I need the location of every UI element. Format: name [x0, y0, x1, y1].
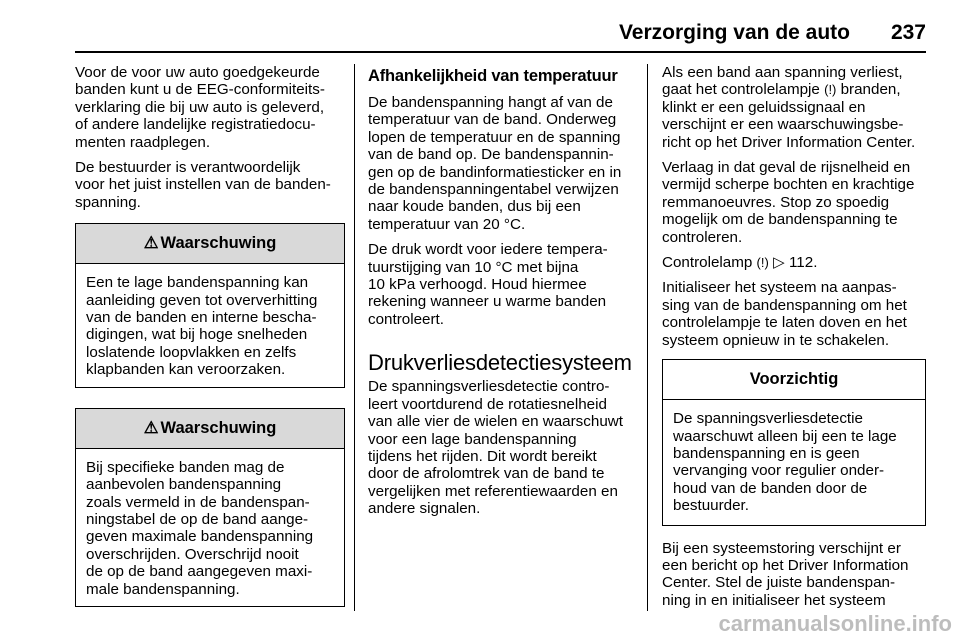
paragraph: Controlelamp (!) ▷ 112. — [662, 254, 818, 272]
chapter-heading: Drukverliesdetectiesysteem — [368, 350, 632, 376]
warning-triangle-icon: ⚠ — [143, 418, 159, 437]
column-1 — [75, 64, 345, 623]
watermark: carmanualsonline.info — [718, 611, 952, 636]
tire-pressure-warning-icon: (!) — [824, 82, 837, 98]
section-heading: Afhankelijkheid van temperatuur — [368, 67, 618, 85]
paragraph: De spanningsverliesdetectie contro- leert voortdurend de rotatiesnelheid van alle vier de wielen en waarschuwt voor een lage bandenspanning tijdens het rijden. Dit wordt bereikt door de afrolomtrek van de band te vergelijken met referentiewaarden en andere signalen. — [368, 378, 623, 518]
warning-header: ⚠ Waarschuwing — [76, 409, 344, 449]
paragraph: Initialiseer het systeem na aanpas- sing van de bandenspanning om het controlelampje te laten doven en het systeem opnieuw in te schakelen. — [662, 279, 907, 349]
header-rule — [75, 51, 926, 53]
column-separator-1 — [354, 64, 355, 611]
caution-body: De spanningsverliesdetectie waarschuwt alleen bij een te lage bandenspanning en is geen vervanging voor regulier onder- houd van de banden door de bestuurder. — [673, 410, 897, 515]
tire-pressure-warning-icon: (!) — [756, 255, 769, 271]
page-number: 237 — [890, 21, 926, 44]
paragraph: De druk wordt voor iedere tempera- tuurstijging van 10 °C met bijna 10 kPa verhoogd. Houd hiermee rekening wanneer u warme banden controleert. — [368, 241, 608, 328]
column-separator-2 — [647, 64, 648, 611]
paragraph: Verlaag in dat geval de rijsnelheid en vermijd scherpe bochten en krachtige remmanoeuvres. Stop zo spoedig mogelijk om de bandenspanning te controleren. — [662, 159, 915, 246]
paragraph: De bandenspanning hangt af van de temperatuur van de band. Onderweg lopen de temperatuur en de spanning van de band op. De bandenspannin- gen op de bandinformatiesticker en in de bandenspanningentabel verwijzen naar koude banden, dus bij een temperatuur van 20 °C. — [368, 94, 622, 233]
page-header-title: Verzorging van de auto — [618, 21, 850, 44]
page-reference-link[interactable]: 112. — [788, 254, 818, 272]
column-3 — [662, 64, 926, 617]
warning-header: ⚠ Waarschuwing — [76, 224, 344, 264]
caution-box — [662, 359, 926, 525]
warning-body: Bij specifieke banden mag de aanbevolen bandenspanning zoals vermeld in de bandenspan- ningstabel de op de band aange- geven maximale bandenspanning overschrijden. Overschrijd nooit de op de band aangegeven maxi- male bandenspanning. — [86, 458, 314, 598]
warning-triangle-icon: ⚠ — [143, 234, 159, 253]
caution-header: Voorzichtig — [663, 360, 925, 400]
paragraph: Als een band aan spanning verliest, gaat het controlelampje (!) branden, klinkt er een geluidssignaal en verschijnt er een waarschuwingsbe- richt op het Driver Information Center. — [662, 64, 916, 151]
paragraph: Bij een systeemstoring verschijnt er een bericht op het Driver Information Center. Stel de juiste bandenspan- ning in en initialiseer het systeem — [662, 539, 909, 609]
warning-body: Een te lage bandenspanning kan aanleiding geven tot oververhitting van de banden en interne bescha- digingen, wat bij hoge snelheden loslatende loopvlakken en zelfs klapbanden kan veroorzaken. — [86, 274, 318, 379]
page-reference-arrow-icon: ▷ — [773, 254, 785, 272]
paragraph: De bestuurder is verantwoordelijk voor het juist instellen van de banden- spanning. — [75, 159, 331, 211]
paragraph: Voor de voor uw auto goedgekeurde banden kunt u de EEG-conformiteits- verklaring die bij uw auto is geleverd, of andere landelijke registratiedocu- menten raadplegen. — [75, 64, 325, 151]
column-2 — [368, 64, 634, 526]
warning-box — [75, 408, 345, 607]
warning-box — [75, 223, 345, 387]
